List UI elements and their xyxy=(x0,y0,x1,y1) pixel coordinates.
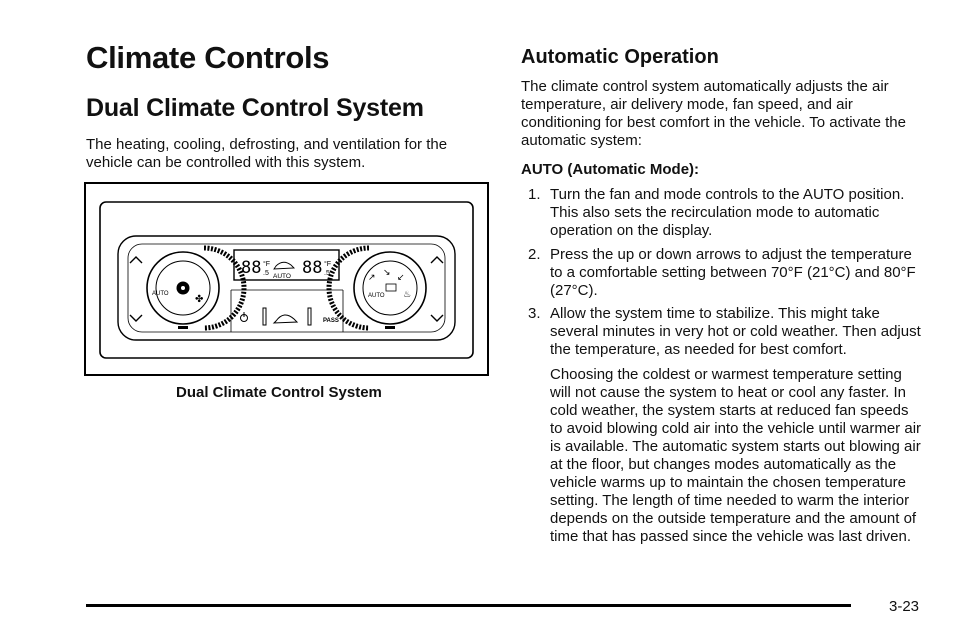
recirculation-icon xyxy=(274,262,294,269)
step-text: Turn the fan and mode controls to the AUTO position. This also sets the recirculation mode to automatic operation on the display. xyxy=(550,186,905,239)
section-title: Dual Climate Control System xyxy=(86,94,424,122)
right-knob-label: AUTO xyxy=(368,293,385,299)
page-title: Climate Controls xyxy=(86,40,330,75)
defog-icon: ♨ xyxy=(403,290,412,300)
right-temp-fraction: .5 xyxy=(324,270,330,277)
automatic-operation-paragraph: The climate control system automatically adjusts the air temperature, air delivery mode, fan speed, and air conditioning for best comfort in the vehicle. To activate the automatic system: xyxy=(521,78,906,149)
recirculation-button-icon xyxy=(274,315,297,323)
bi-level-mode-icon: ↘ xyxy=(383,268,391,278)
right-temp-unit: °F xyxy=(324,261,332,268)
figure-caption: Dual Climate Control System xyxy=(176,384,382,401)
footer-rule xyxy=(86,604,851,607)
left-temp-down-icon[interactable] xyxy=(130,315,142,321)
climate-panel-figure xyxy=(84,182,489,376)
power-button[interactable] xyxy=(241,312,248,322)
right-temp-digits: 88 xyxy=(302,258,323,278)
passenger-button[interactable]: PASS xyxy=(323,318,339,324)
intro-paragraph: The heating, cooling, defrosting, and ventilation for the vehicle can be controlled with this system. xyxy=(86,136,448,171)
left-temp-digits: 88 xyxy=(241,258,262,278)
right-temp-up-icon[interactable] xyxy=(431,257,443,263)
step-text: Press the up or down arrows to adjust the temperature to a comfortable setting between 70°F (21°C) and 80°F (27°C). xyxy=(550,246,916,299)
left-temp-fraction: .5 xyxy=(263,270,269,277)
step-number: 1. xyxy=(528,186,541,203)
left-temp-up-icon[interactable] xyxy=(130,257,142,263)
button-divider-right xyxy=(308,308,311,325)
right-mode-knob[interactable] xyxy=(329,248,426,329)
left-knob-label: AUTO xyxy=(152,291,169,297)
automatic-operation-heading: Automatic Operation xyxy=(521,46,719,68)
step-text: Allow the system time to stabilize. This might take several minutes in very hot or cold weather. Then adjust the temperature, as needed for best comfort. xyxy=(550,305,921,358)
right-temp-down-icon[interactable] xyxy=(431,315,443,321)
recirculation-button[interactable] xyxy=(274,315,297,323)
page-number: 3-23 xyxy=(889,598,920,615)
left-fan-knob[interactable] xyxy=(147,248,244,329)
step-number: 2. xyxy=(528,246,541,263)
step-number: 3. xyxy=(528,305,541,322)
vent-mode-icon: ↗ xyxy=(368,273,376,283)
display-mode-text: AUTO xyxy=(273,273,291,280)
floor-mode-icon: ↙ xyxy=(397,273,405,283)
button-divider-left xyxy=(263,308,266,325)
climate-panel-illustration xyxy=(86,184,487,374)
note-paragraph: Choosing the coldest or warmest temperature setting will not cause the system to heat or cool any faster. In cold weather, the system starts at reduced fan speeds to avoid blowing cold air into the vehicle until warmer air is available. The automatic system starts out blowing air at the floor, but changes modes automatically as the vehicle warms up to maintain the chosen temperature setting. The length of time needed to warm the interior depends on the outside temperature and the amount of time that has passed since the vehicle was last driven. xyxy=(550,366,922,545)
left-temp-unit: °F xyxy=(263,261,271,268)
auto-mode-label: AUTO (Automatic Mode): xyxy=(521,161,700,178)
fan-speed-icon: ✤ xyxy=(195,294,204,305)
